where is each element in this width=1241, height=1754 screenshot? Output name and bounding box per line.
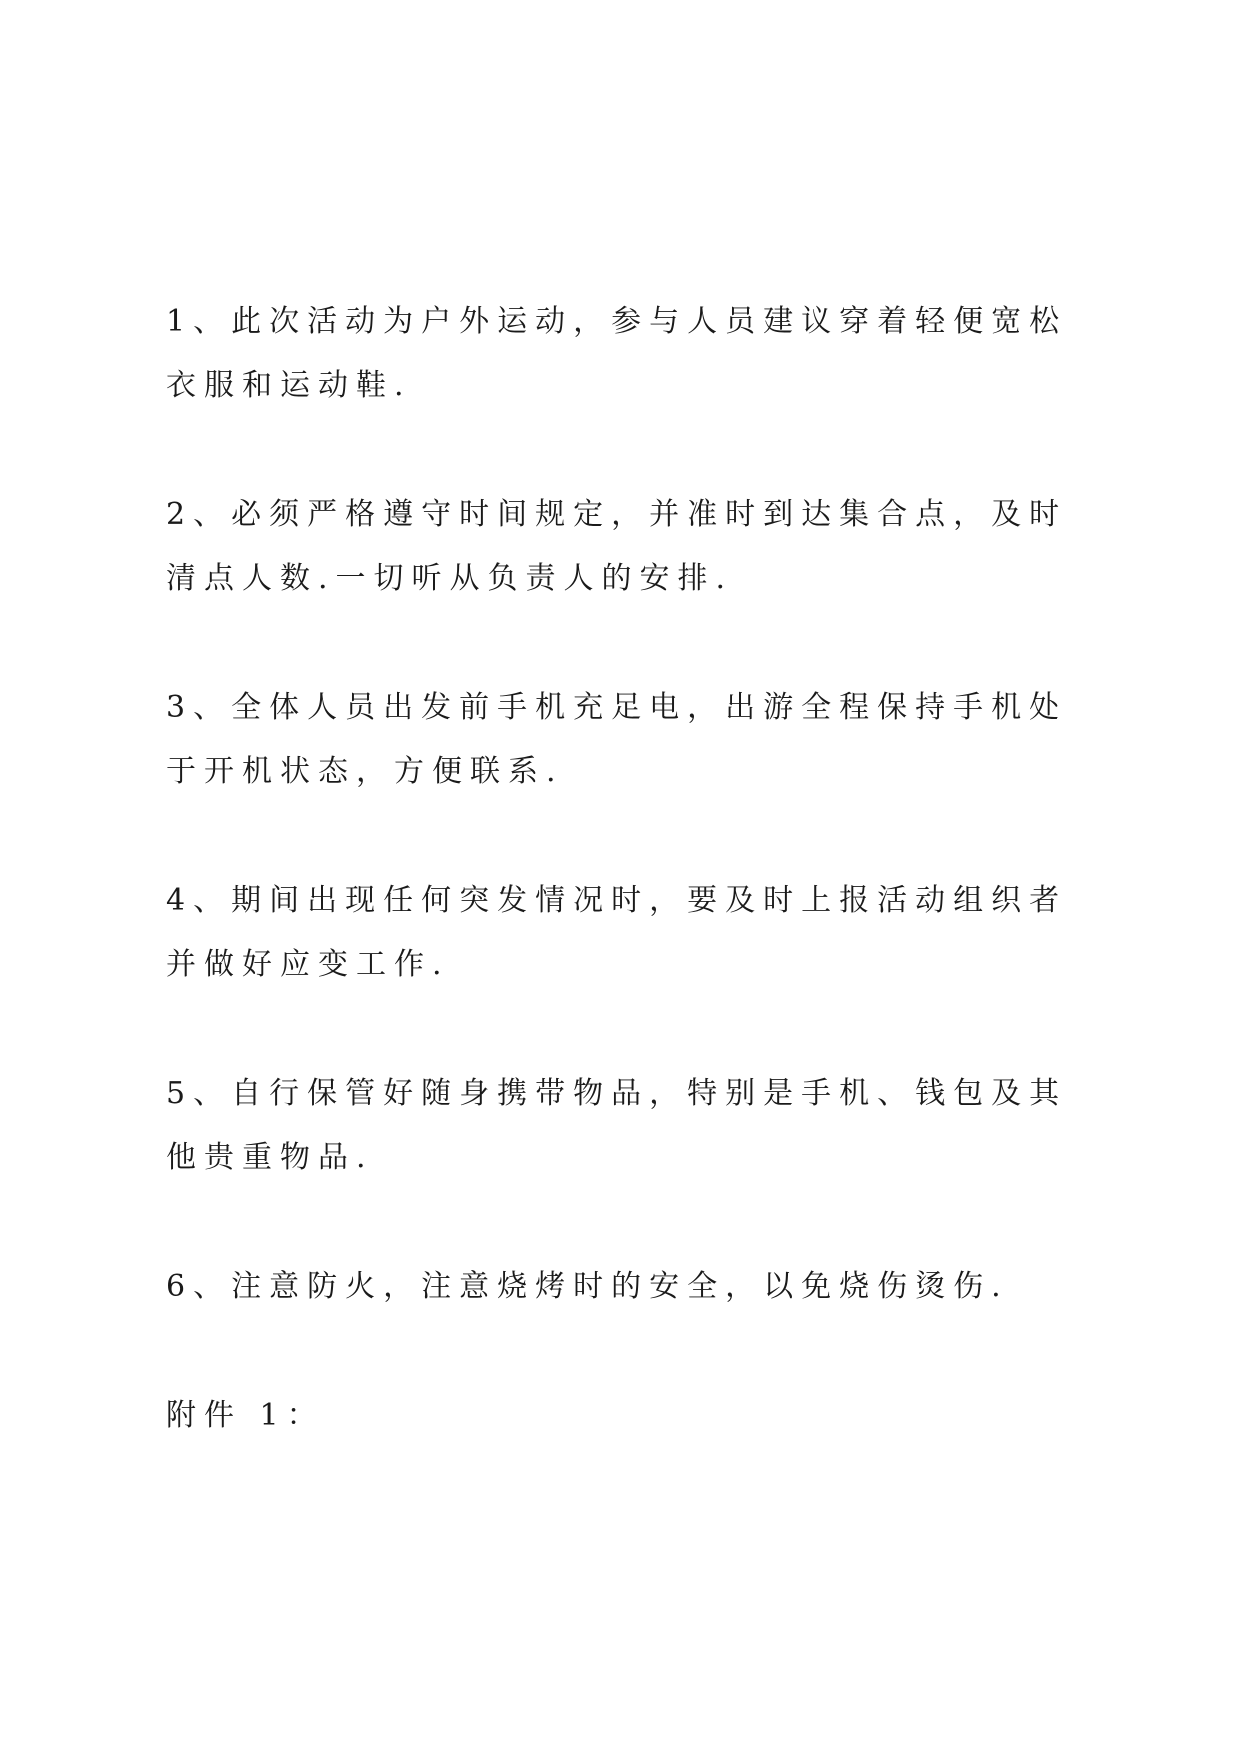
note-item-6: 6、注意防火，注意烧烤时的安全，以免烧伤烫伤. <box>166 1269 1009 1304</box>
note-item-2: 2、必须严格遵守时间规定，并准时到达集合点，及时清点人数.一切听从负责人的安排. <box>166 497 1068 596</box>
notes-section <box>166 290 1086 1448</box>
attachment-label: 附件 1： <box>166 1398 325 1433</box>
note-item-5: 5、自行保管好随身携带物品，特别是手机、钱包及其他贵重物品. <box>166 1076 1068 1175</box>
note-item-3: 3、全体人员出发前手机充足电，出游全程保持手机处于开机状态，方便联系. <box>166 690 1068 789</box>
note-item-4: 4、期间出现任何突发情况时，要及时上报活动组织者并做好应变工作. <box>166 883 1068 982</box>
note-item-1: 1、此次活动为户外运动，参与人员建议穿着轻便宽松衣服和运动鞋. <box>166 304 1068 403</box>
